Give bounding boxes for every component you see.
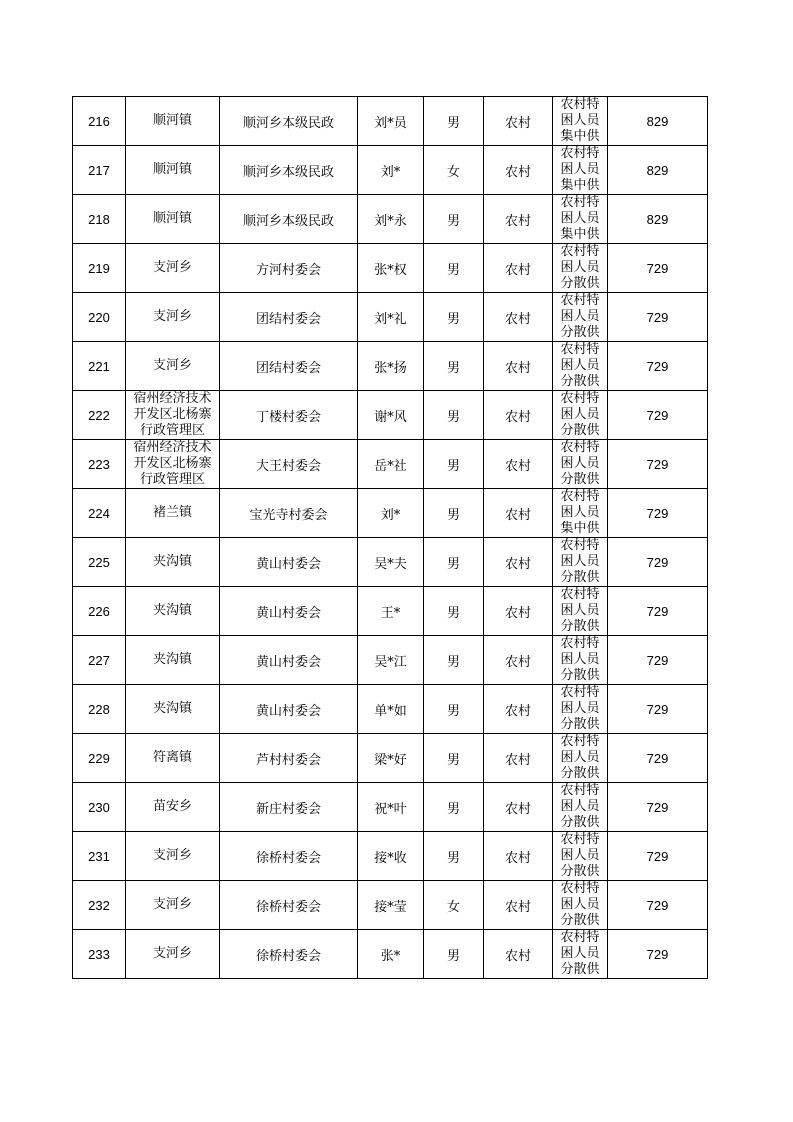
cell-gender: 男 [424,587,484,636]
cell-township [126,489,220,538]
cell-serial-number: 227 [73,636,126,685]
cell-serial-number: 216 [73,97,126,146]
cell-person-name: 王* [358,587,424,636]
cell-township-text: 支河乡 [152,358,192,373]
cell-village-committee: 方河村委会 [220,244,358,293]
cell-serial-number: 230 [73,783,126,832]
cell-township-text: 支河乡 [152,946,192,961]
cell-person-name: 岳*社 [358,440,424,489]
cell-township [126,195,220,244]
cell-gender: 男 [424,685,484,734]
cell-person-name: 单*如 [358,685,424,734]
cell-township [126,685,220,734]
cell-village-committee: 顺河乡本级民政 [220,97,358,146]
cell-support-category-text: 农村特困人员集中供 [560,489,600,536]
cell-village-committee: 黄山村委会 [220,538,358,587]
cell-area-type: 农村 [484,538,553,587]
cell-township [126,881,220,930]
table-row [73,783,708,832]
cell-support-category-text: 农村特困人员分散供 [560,930,600,977]
cell-township-text: 支河乡 [152,848,192,863]
cell-township [126,783,220,832]
cell-support-category-text: 农村特困人员分散供 [560,244,600,291]
cell-person-name: 梁*好 [358,734,424,783]
cell-township-text: 顺河镇 [152,113,192,128]
table-row [73,832,708,881]
cell-village-committee: 黄山村委会 [220,685,358,734]
cell-serial-number: 223 [73,440,126,489]
cell-support-category-text: 农村特困人员集中供 [560,146,600,193]
cell-township [126,538,220,587]
cell-person-name: 刘*员 [358,97,424,146]
cell-support-category-text: 农村特困人员分散供 [560,734,600,781]
cell-township-text: 顺河镇 [152,211,192,226]
cell-support-category [553,587,608,636]
cell-serial-number: 231 [73,832,126,881]
table-row [73,244,708,293]
cell-support-category [553,244,608,293]
cell-area-type: 农村 [484,342,553,391]
cell-village-committee: 团结村委会 [220,293,358,342]
cell-gender: 男 [424,930,484,979]
cell-township-text: 宿州经济技术开发区北杨寨行政管理区 [133,391,212,438]
cell-amount: 729 [608,244,708,293]
cell-gender: 男 [424,342,484,391]
cell-area-type: 农村 [484,734,553,783]
cell-amount: 829 [608,195,708,244]
cell-serial-number: 229 [73,734,126,783]
cell-gender: 男 [424,832,484,881]
cell-support-category-text: 农村特困人员集中供 [560,97,600,144]
cell-support-category [553,195,608,244]
cell-person-name: 刘*永 [358,195,424,244]
cell-amount: 729 [608,881,708,930]
table-row [73,881,708,930]
data-sheet [72,96,707,979]
cell-township [126,440,220,489]
cell-township-text: 夹沟镇 [152,603,192,618]
table-row [73,636,708,685]
cell-amount: 729 [608,783,708,832]
cell-area-type: 农村 [484,391,553,440]
cell-support-category [553,489,608,538]
cell-village-committee: 团结村委会 [220,342,358,391]
table-row [73,293,708,342]
cell-person-name: 张*权 [358,244,424,293]
cell-township [126,734,220,783]
cell-village-committee: 徐桥村委会 [220,832,358,881]
cell-support-category-text: 农村特困人员分散供 [560,538,600,585]
cell-gender: 男 [424,440,484,489]
cell-support-category [553,146,608,195]
cell-village-committee: 黄山村委会 [220,587,358,636]
cell-township [126,391,220,440]
cell-area-type: 农村 [484,489,553,538]
cell-support-category-text: 农村特困人员集中供 [560,195,600,242]
cell-amount: 729 [608,391,708,440]
cell-amount: 729 [608,342,708,391]
cell-gender: 女 [424,146,484,195]
cell-support-category [553,832,608,881]
cell-township [126,587,220,636]
table-row [73,195,708,244]
cell-serial-number: 224 [73,489,126,538]
cell-area-type: 农村 [484,636,553,685]
cell-township [126,244,220,293]
cell-serial-number: 233 [73,930,126,979]
cell-village-committee: 顺河乡本级民政 [220,195,358,244]
cell-area-type: 农村 [484,440,553,489]
cell-township-text: 夹沟镇 [152,652,192,667]
cell-township-text: 支河乡 [152,897,192,912]
cell-township-text: 宿州经济技术开发区北杨寨行政管理区 [133,440,212,487]
cell-support-category [553,440,608,489]
cell-township [126,832,220,881]
cell-serial-number: 221 [73,342,126,391]
cell-area-type: 农村 [484,685,553,734]
cell-gender: 男 [424,734,484,783]
cell-village-committee: 宝光寺村委会 [220,489,358,538]
cell-person-name: 接*收 [358,832,424,881]
cell-village-committee: 徐桥村委会 [220,930,358,979]
cell-gender: 男 [424,783,484,832]
cell-support-category-text: 农村特困人员分散供 [560,783,600,830]
cell-amount: 729 [608,587,708,636]
cell-township [126,293,220,342]
cell-township-text: 符离镇 [152,750,192,765]
cell-township-text: 褚兰镇 [152,505,192,520]
cell-serial-number: 232 [73,881,126,930]
cell-support-category [553,636,608,685]
table-row [73,930,708,979]
cell-area-type: 农村 [484,97,553,146]
cell-amount: 729 [608,538,708,587]
beneficiary-table [72,96,708,979]
cell-person-name: 吴*江 [358,636,424,685]
cell-gender: 男 [424,391,484,440]
cell-serial-number: 225 [73,538,126,587]
table-row [73,685,708,734]
cell-support-category-text: 农村特困人员分散供 [560,391,600,438]
cell-support-category [553,930,608,979]
cell-amount: 729 [608,440,708,489]
cell-person-name: 刘* [358,489,424,538]
cell-township-text: 苗安乡 [152,799,192,814]
cell-area-type: 农村 [484,587,553,636]
cell-village-committee: 大王村委会 [220,440,358,489]
cell-gender: 男 [424,489,484,538]
table-row [73,391,708,440]
cell-township-text: 顺河镇 [152,162,192,177]
cell-amount: 829 [608,97,708,146]
cell-village-committee: 黄山村委会 [220,636,358,685]
cell-area-type: 农村 [484,832,553,881]
cell-gender: 男 [424,195,484,244]
cell-support-category [553,538,608,587]
cell-area-type: 农村 [484,293,553,342]
cell-support-category [553,97,608,146]
cell-support-category [553,685,608,734]
cell-support-category [553,783,608,832]
cell-area-type: 农村 [484,195,553,244]
cell-township [126,146,220,195]
cell-support-category-text: 农村特困人员分散供 [560,832,600,879]
cell-gender: 男 [424,538,484,587]
table-row [73,440,708,489]
cell-township [126,636,220,685]
cell-amount: 729 [608,734,708,783]
cell-amount: 729 [608,832,708,881]
cell-serial-number: 226 [73,587,126,636]
cell-support-category-text: 农村特困人员分散供 [560,636,600,683]
cell-person-name: 谢*风 [358,391,424,440]
cell-area-type: 农村 [484,244,553,293]
cell-township-text: 夹沟镇 [152,701,192,716]
cell-village-committee: 新庄村委会 [220,783,358,832]
cell-village-committee: 芦村村委会 [220,734,358,783]
cell-person-name: 刘* [358,146,424,195]
cell-village-committee: 顺河乡本级民政 [220,146,358,195]
cell-person-name: 张* [358,930,424,979]
cell-serial-number: 219 [73,244,126,293]
cell-gender: 女 [424,881,484,930]
cell-support-category-text: 农村特困人员分散供 [560,685,600,732]
cell-serial-number: 220 [73,293,126,342]
cell-area-type: 农村 [484,930,553,979]
cell-serial-number: 217 [73,146,126,195]
cell-serial-number: 218 [73,195,126,244]
cell-township [126,930,220,979]
table-row [73,538,708,587]
cell-support-category-text: 农村特困人员分散供 [560,587,600,634]
cell-support-category-text: 农村特困人员分散供 [560,440,600,487]
cell-amount: 729 [608,489,708,538]
cell-support-category [553,881,608,930]
cell-person-name: 张*扬 [358,342,424,391]
cell-township-text: 夹沟镇 [152,554,192,569]
cell-gender: 男 [424,97,484,146]
cell-township-text: 支河乡 [152,309,192,324]
cell-township-text: 支河乡 [152,260,192,275]
table-row [73,587,708,636]
cell-gender: 男 [424,244,484,293]
cell-support-category [553,293,608,342]
cell-person-name: 祝*叶 [358,783,424,832]
cell-person-name: 吴*夫 [358,538,424,587]
cell-amount: 729 [608,293,708,342]
table-row [73,97,708,146]
cell-village-committee: 丁楼村委会 [220,391,358,440]
table-row [73,146,708,195]
table-row [73,489,708,538]
cell-amount: 729 [608,636,708,685]
cell-amount: 729 [608,930,708,979]
cell-township [126,97,220,146]
cell-support-category-text: 农村特困人员分散供 [560,342,600,389]
cell-area-type: 农村 [484,146,553,195]
cell-serial-number: 228 [73,685,126,734]
table-row [73,734,708,783]
cell-area-type: 农村 [484,783,553,832]
table-row [73,342,708,391]
cell-amount: 829 [608,146,708,195]
cell-person-name: 刘*礼 [358,293,424,342]
cell-support-category [553,391,608,440]
cell-gender: 男 [424,293,484,342]
cell-person-name: 接*莹 [358,881,424,930]
cell-support-category-text: 农村特困人员分散供 [560,881,600,928]
table-body [73,97,708,979]
cell-serial-number: 222 [73,391,126,440]
cell-area-type: 农村 [484,881,553,930]
cell-support-category-text: 农村特困人员分散供 [560,293,600,340]
cell-township [126,342,220,391]
cell-amount: 729 [608,685,708,734]
cell-support-category [553,342,608,391]
cell-support-category [553,734,608,783]
cell-village-committee: 徐桥村委会 [220,881,358,930]
cell-gender: 男 [424,636,484,685]
